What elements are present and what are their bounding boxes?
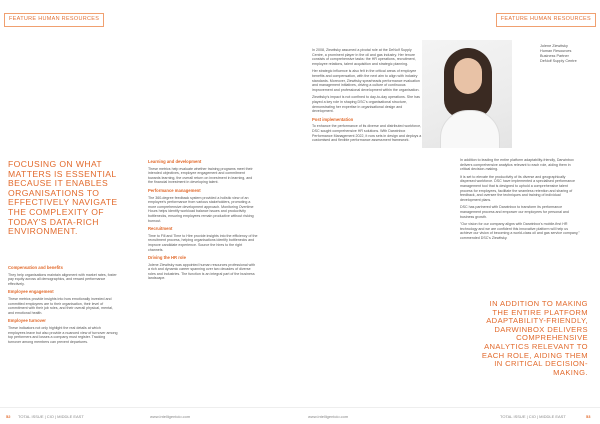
section-heading: Employee engagement	[8, 289, 54, 295]
body-paragraph: These metrics provide insights into how emotionally invested and committed employees are to their organisation, their level of commitment with their job roles, and their overall physical, mental, and emotional health.	[8, 296, 113, 315]
body-paragraph: In 2008, Ziewitsky assumed a pivotal role at the DeNolf Supply Centre, a prominent player in the oil and gas industry. Her tenure consists of comprehensive tasks: the HR operations, recruitment, employee relations, talent acquisition and strategic planning.	[312, 48, 416, 66]
pull-quote: FOCUSING ON WHAT MATTERS IS ESSENTIAL BECAUSE IT ENABLES ORGANISATIONS TO EFFECTIVELY NAVIGATE THE COMPLEXITY OF TODAY'S DATA-RICH ENVIRONMENT.	[8, 159, 118, 237]
page-footer	[0, 407, 300, 424]
body-paragraph: Jolene Ziewitsky was appointed human resources professional with a rich and dynamic career spanning over two decades of diverse roles and industries. The function is an integral part of the business landscape.	[148, 262, 256, 281]
body-paragraph: These metrics help evaluate whether training programs meet their intended objectives, employee engagement and commitment towards learning, the overall return on investment in learning, and the financial investment in developing talent.	[148, 166, 253, 185]
face-shape	[454, 58, 482, 94]
section-tag: FEATURE HUMAN RESOURCES	[496, 13, 596, 27]
column-a	[8, 262, 118, 347]
section-heading: Recruitment	[148, 226, 173, 232]
body-paragraph: They help organisations maintain alignment with market rates, foster pay equity across all demographics, and reward performance effectively.	[8, 272, 117, 286]
body-paragraph: In addition to leading the entire platform adaptability-friendly, Darwinbox delivers comprehensive analytics relevant to each role, aiding them in critical decision-making.	[460, 158, 574, 172]
column-d	[460, 158, 580, 244]
body-paragraph: The 360-degree feedback system provided a holistic view of an employee's performance from various stakeholders, promoting a more comprehensive development approach. Monitoring Overtime Hours helps identify workload balance issues and productivity bottlenecks, ensuring employees remain productive without risking burnout.	[148, 195, 254, 223]
body-paragraph: "Our vision for our company aligns with Darwinbox's mobile-first HR technology and we are confident this innovative platform will help us achieve our vision of becoming a world-class oil and gas service company," commended DSC's Ziewitsky.	[460, 222, 580, 240]
section-heading: Compensation and benefits	[8, 265, 63, 270]
caption-line: Jolene Ziewitsky	[540, 44, 568, 48]
body-paragraph: These indicators not only highlight the real details at which employees leave but also provide a nuanced view of turnover among top performers and losses a company must register. Tracking turnover among members can prevent departures.	[8, 325, 118, 344]
section-heading: Post implementation	[312, 116, 354, 122]
section-heading: Performance management	[148, 187, 201, 193]
caption-line: DeNolf Supply Centre	[540, 59, 577, 63]
section-tag: FEATURE HUMAN RESOURCES	[4, 13, 104, 27]
body-paragraph: Her strategic influence is also felt in the critical areas of employee benefits and compensation, with the next aim to align with industry standards. Moreover, Ziewitsky spearheads performance evaluation and management initiatives, driving a culture of continuous improvement and professional development within the organisation.	[312, 69, 420, 92]
body-paragraph: DSC has partnered with Darwinbox to transform its performance management process and empower our employees for personal and business growth.	[460, 205, 569, 219]
pull-quote: IN ADDITION TO MAKING THE ENTIRE PLATFORM ADAPTABILITY-FRIENDLY, DARWINBOX DELIVERS COMPREHENSIVE ANALYTICS RELEVANT TO EACH ROLE, AIDING THEM IN CRITICAL DECISION-MAKING.	[481, 299, 588, 377]
caption-line: Human Resources	[540, 49, 572, 53]
body-paragraph: Ziewitsky's impact is not confined to day-to-day operations. She has played a key role in shaping DSC's organisational structure, demonstrating her expertise in organisational design and development.	[312, 95, 420, 114]
section-heading: Employee turnover	[8, 318, 46, 324]
column-c	[312, 48, 422, 146]
footer-text: TOTAL ISSUE | CIO | MIDDLE EAST	[18, 414, 84, 419]
photo-caption	[540, 44, 577, 64]
footer-url: www.intelligentcio.com	[150, 414, 191, 419]
body-paragraph: To enhance the performance of its diverse and distributed workforce, DSC sought comprehensive HR solutions. With Darwinbox Performance Management 2022, it now sets in design and deploys a customised and flexible performance assessment framework.	[312, 124, 422, 143]
caption-line: Business Partner	[540, 54, 569, 58]
body-paragraph: It is set to elevate the productivity of its diverse and geographically dispersed workforce. DSC have implemented a specialised performance management tool that is designed to uphold a comprehensive talent process for employees, facilitate the seamless retention and sharing of feedback, and oversee the techniques and training of individual development plans.	[460, 174, 576, 202]
portrait-photo	[422, 40, 512, 148]
section-heading: Driving the HR role	[148, 255, 186, 261]
section-heading: Learning and development	[148, 159, 202, 164]
page-number: 53	[586, 414, 591, 419]
footer-text: TOTAL ISSUE | CIO | MIDDLE EAST	[500, 414, 566, 419]
page-number: 52	[6, 414, 11, 419]
page-footer	[300, 407, 600, 424]
column-b	[148, 156, 258, 284]
footer-url: www.intelligentcio.com	[308, 414, 349, 419]
blouse-shape	[440, 110, 500, 148]
body-paragraph: Time to Fill and Time to Hire provide insights into the efficiency of the recruitment process, helping organisations identify bottlenecks and improve candidate experience. Source the hires to the right channels.	[148, 233, 258, 252]
